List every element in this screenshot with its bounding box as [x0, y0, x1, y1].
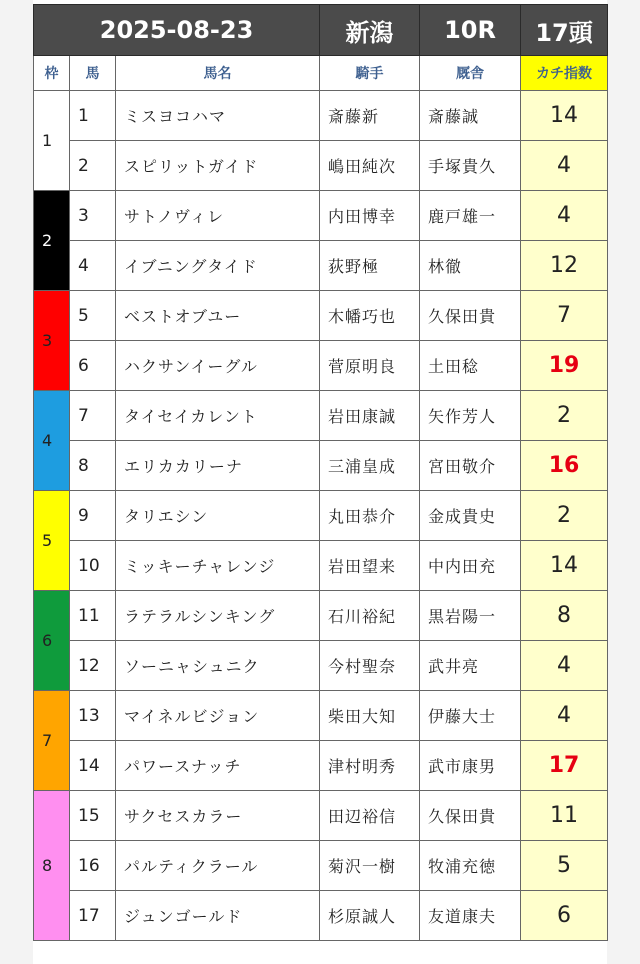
trainer-cell: 林徹	[420, 241, 521, 291]
kachi-index-cell: 16	[521, 441, 608, 491]
horse-number-cell: 14	[70, 741, 116, 791]
horse-number-cell: 1	[70, 91, 116, 141]
kachi-index-cell: 5	[521, 841, 608, 891]
column-header-name: 馬名	[116, 56, 320, 91]
horse-number-cell: 17	[70, 891, 116, 941]
horse-name-cell: ベストオブユー	[116, 291, 320, 341]
jockey-cell: 田辺裕信	[320, 791, 420, 841]
horse-name-cell: ソーニャシュニク	[116, 641, 320, 691]
column-header-jockey: 騎手	[320, 56, 420, 91]
column-header-uma: 馬	[70, 56, 116, 91]
jockey-cell: 三浦皇成	[320, 441, 420, 491]
horse-number-cell: 5	[70, 291, 116, 341]
horse-number-cell: 13	[70, 691, 116, 741]
table-row	[34, 741, 608, 791]
table-row	[34, 891, 608, 941]
jockey-cell: 丸田恭介	[320, 491, 420, 541]
jockey-cell: 今村聖奈	[320, 641, 420, 691]
table-row	[34, 141, 608, 191]
kachi-index-cell: 2	[521, 391, 608, 441]
table-row	[34, 491, 608, 541]
trainer-cell: 中内田充	[420, 541, 521, 591]
horse-name-cell: ミスヨコハマ	[116, 91, 320, 141]
horse-name-cell: ラテラルシンキング	[116, 591, 320, 641]
jockey-cell: 菅原明良	[320, 341, 420, 391]
table-row	[34, 541, 608, 591]
table-row	[34, 841, 608, 891]
kachi-index-cell: 12	[521, 241, 608, 291]
trainer-cell: 金成貴史	[420, 491, 521, 541]
table-row	[34, 691, 608, 741]
kachi-index-cell: 6	[521, 891, 608, 941]
trainer-cell: 土田稔	[420, 341, 521, 391]
jockey-cell: 荻野極	[320, 241, 420, 291]
table-row	[34, 591, 608, 641]
frame-number-cell: 7	[34, 691, 70, 791]
horse-name-cell: イブニングタイド	[116, 241, 320, 291]
jockey-cell: 木幡巧也	[320, 291, 420, 341]
trainer-cell: 宮田敬介	[420, 441, 521, 491]
frame-number-cell: 4	[34, 391, 70, 491]
jockey-cell: 斎藤新	[320, 91, 420, 141]
trainer-cell: 手塚貴久	[420, 141, 521, 191]
horse-name-cell: エリカカリーナ	[116, 441, 320, 491]
table-row	[34, 191, 608, 241]
frame-number-cell: 3	[34, 291, 70, 391]
trainer-cell: 友道康夫	[420, 891, 521, 941]
horse-number-cell: 10	[70, 541, 116, 591]
horse-name-cell: ハクサンイーグル	[116, 341, 320, 391]
horse-name-cell: タリエシン	[116, 491, 320, 541]
jockey-cell: 内田博幸	[320, 191, 420, 241]
kachi-index-cell: 8	[521, 591, 608, 641]
jockey-cell: 石川裕紀	[320, 591, 420, 641]
frame-number-cell: 6	[34, 591, 70, 691]
table-row	[34, 441, 608, 491]
horse-number-cell: 9	[70, 491, 116, 541]
table-row	[34, 241, 608, 291]
kachi-index-cell: 4	[521, 641, 608, 691]
table-row	[34, 391, 608, 441]
horse-number-cell: 12	[70, 641, 116, 691]
table-row	[34, 341, 608, 391]
trainer-cell: 久保田貴	[420, 791, 521, 841]
horse-number-cell: 7	[70, 391, 116, 441]
table-row	[34, 291, 608, 341]
trainer-cell: 斎藤誠	[420, 91, 521, 141]
horse-name-cell: スピリットガイド	[116, 141, 320, 191]
horse-number-cell: 16	[70, 841, 116, 891]
horse-name-cell: サクセスカラー	[116, 791, 320, 841]
table-row	[34, 91, 608, 141]
jockey-cell: 岩田望来	[320, 541, 420, 591]
frame-number-cell: 2	[34, 191, 70, 291]
jockey-cell: 柴田大知	[320, 691, 420, 741]
column-header-row	[34, 56, 608, 91]
trainer-cell: 鹿戸雄一	[420, 191, 521, 241]
column-header-trainer: 厩舎	[420, 56, 521, 91]
horse-name-cell: マイネルビジョン	[116, 691, 320, 741]
horse-number-cell: 15	[70, 791, 116, 841]
kachi-index-cell: 17	[521, 741, 608, 791]
frame-number-cell: 5	[34, 491, 70, 591]
kachi-index-cell: 7	[521, 291, 608, 341]
kachi-index-cell: 14	[521, 91, 608, 141]
frame-number-cell: 8	[34, 791, 70, 941]
trainer-cell: 久保田貴	[420, 291, 521, 341]
jockey-cell: 杉原誠人	[320, 891, 420, 941]
horse-number-cell: 3	[70, 191, 116, 241]
trainer-cell: 牧浦充徳	[420, 841, 521, 891]
kachi-index-cell: 4	[521, 191, 608, 241]
horse-name-cell: ジュンゴールド	[116, 891, 320, 941]
horse-name-cell: パワースナッチ	[116, 741, 320, 791]
trainer-cell: 黒岩陽一	[420, 591, 521, 641]
race-number: 10R	[420, 5, 521, 56]
race-table	[33, 4, 608, 941]
race-date: 2025-08-23	[34, 5, 320, 56]
table-row	[34, 641, 608, 691]
trainer-cell: 武市康男	[420, 741, 521, 791]
trainer-cell: 武井亮	[420, 641, 521, 691]
horse-number-cell: 6	[70, 341, 116, 391]
kachi-index-cell: 14	[521, 541, 608, 591]
race-venue: 新潟	[320, 5, 420, 56]
jockey-cell: 岩田康誠	[320, 391, 420, 441]
kachi-index-cell: 4	[521, 141, 608, 191]
horse-name-cell: サトノヴィレ	[116, 191, 320, 241]
kachi-index-cell: 11	[521, 791, 608, 841]
trainer-cell: 伊藤大士	[420, 691, 521, 741]
kachi-index-cell: 19	[521, 341, 608, 391]
jockey-cell: 嶋田純次	[320, 141, 420, 191]
runner-count: 17頭	[521, 5, 608, 56]
horse-name-cell: タイセイカレント	[116, 391, 320, 441]
kachi-index-cell: 2	[521, 491, 608, 541]
horse-number-cell: 8	[70, 441, 116, 491]
horse-name-cell: ミッキーチャレンジ	[116, 541, 320, 591]
trainer-cell: 矢作芳人	[420, 391, 521, 441]
column-header-waku: 枠	[34, 56, 70, 91]
jockey-cell: 津村明秀	[320, 741, 420, 791]
kachi-index-cell: 4	[521, 691, 608, 741]
horse-number-cell: 4	[70, 241, 116, 291]
column-header-index: カチ指数	[521, 56, 608, 91]
frame-number-cell: 1	[34, 91, 70, 191]
horse-number-cell: 2	[70, 141, 116, 191]
horse-name-cell: パルティクラール	[116, 841, 320, 891]
jockey-cell: 菊沢一樹	[320, 841, 420, 891]
table-row	[34, 791, 608, 841]
horse-number-cell: 11	[70, 591, 116, 641]
race-header	[34, 5, 608, 56]
